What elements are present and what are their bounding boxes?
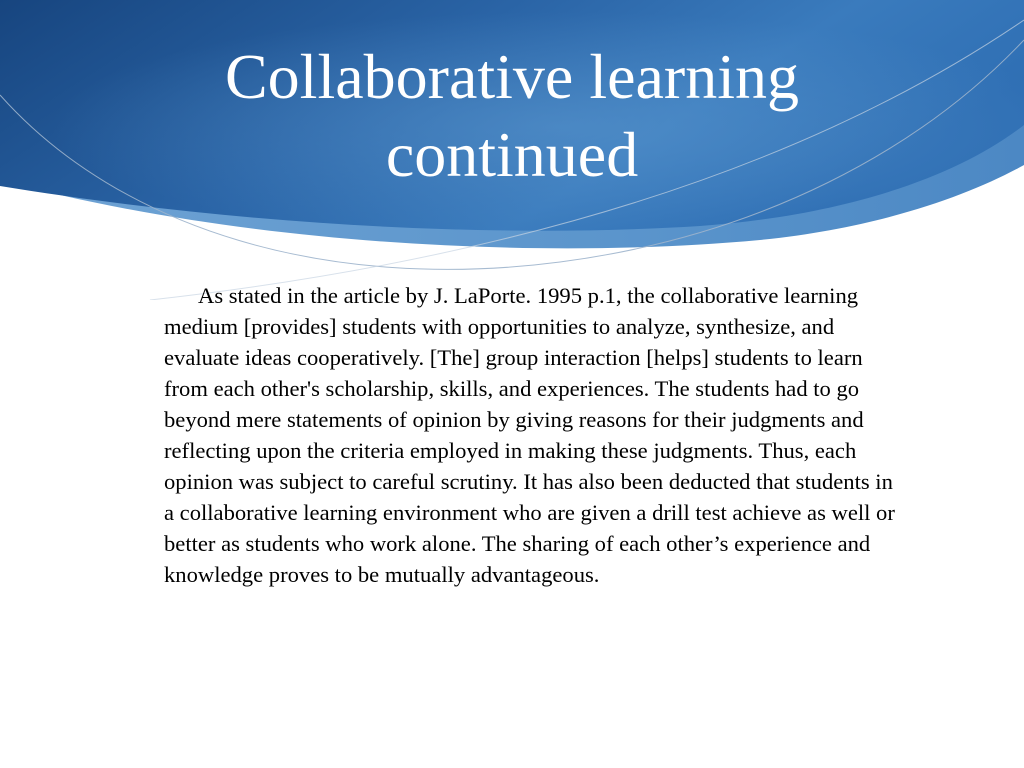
slide-title-line-2: continued xyxy=(385,119,639,190)
body-paragraph: As stated in the article by J. LaPorte. 1995 p.1, the collaborative learning medium [provides] students with opportunities to analyze, synthesize, and evaluate ideas cooperatively. [The] group interaction [helps] students to learn from each other's scholarship, skills, and experiences. The students had to go beyond mere statements of opinion by giving reasons for their judgments and reflecting upon the criteria employed in making these judgments. Thus, each opinion was subject to careful scrutiny. It has also been deducted that students in a collaborative learning environment who are given a drill test achieve as well or better as students who work alone. The sharing of each other’s experience and knowledge proves to be mutually advantageous. xyxy=(164,283,895,587)
slide-title xyxy=(112,38,912,194)
slide-title-line-1: Collaborative learning xyxy=(224,41,800,112)
